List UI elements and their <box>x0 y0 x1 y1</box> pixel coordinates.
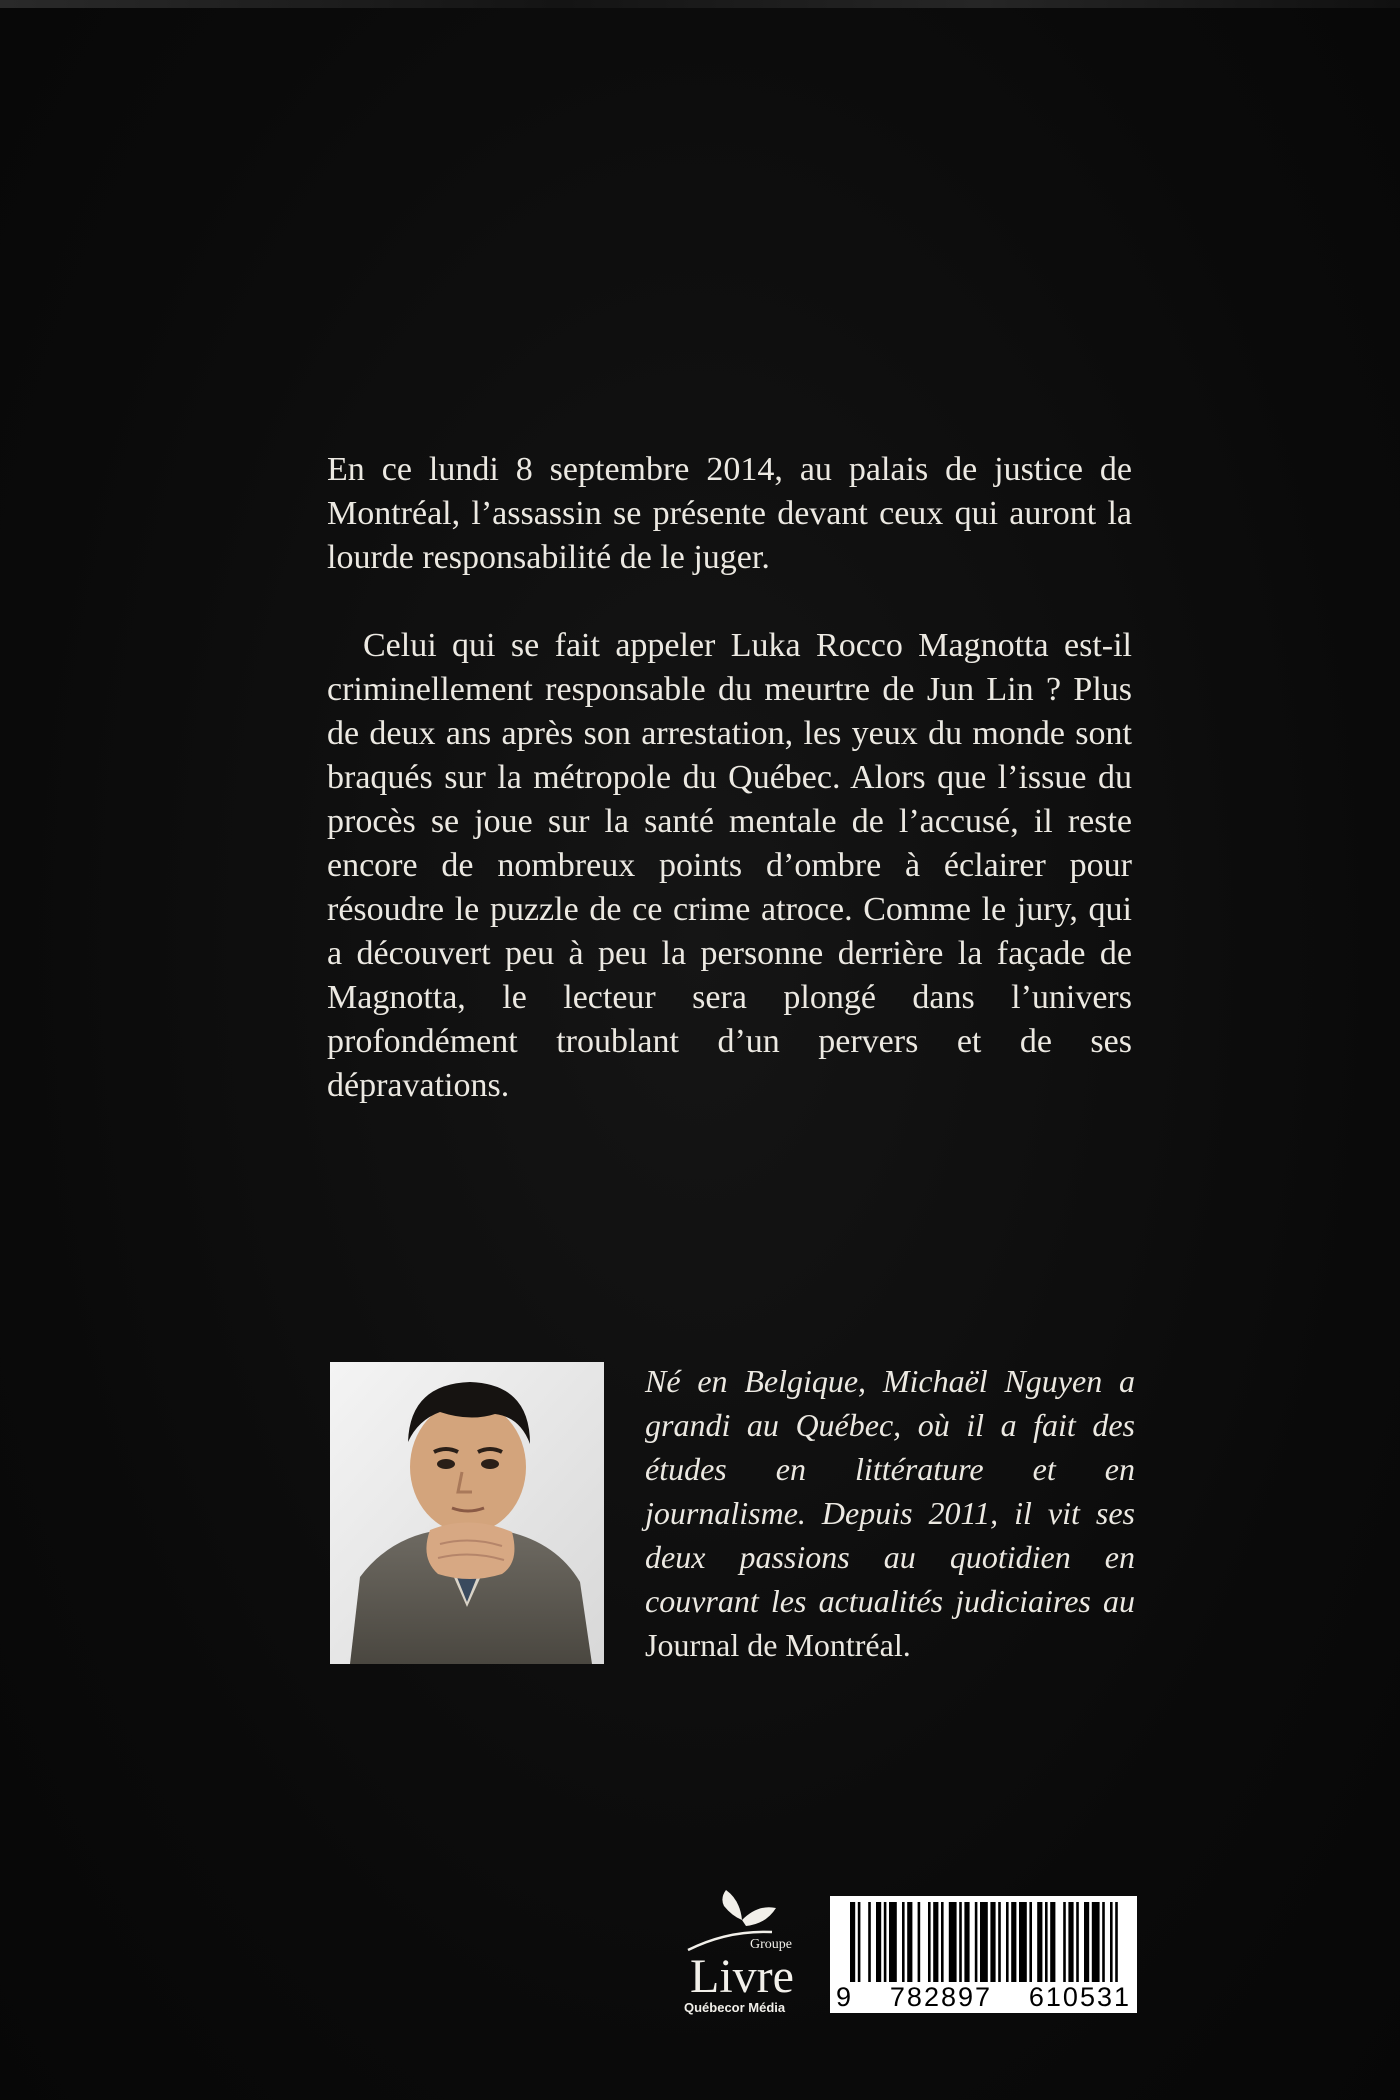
barcode-right-digits: 610531 <box>1028 1982 1131 2012</box>
cover-edge <box>0 0 1400 8</box>
publisher-line-livre: Livre <box>690 1950 794 2003</box>
publication-name: Journal de Montréal. <box>645 1627 911 1663</box>
synopsis <box>327 448 1132 1108</box>
publisher-logo <box>668 1880 818 2020</box>
author-bio <box>645 1359 1135 1667</box>
barcode-prefix: 9 <box>836 1982 854 2012</box>
publisher-line-quebecor: Québecor Média <box>684 2000 786 2015</box>
synopsis-paragraph: Celui qui se fait appeler Luka Rocco Magnotta est-il criminellement responsable du meurtre de Jun Lin ? Plus de deux ans après son arrestation, les yeux du monde sont braqués sur la métropole du Québec. Alors que l’issue du procès se joue sur la santé mentale de l’accusé, il reste encore de nombreux points d’ombre à éclairer pour résoudre le puzzle de ce crime atroce. Comme le jury, qui a découvert peu à peu la personne derrière la façade de Magnotta, le lecteur sera plongé dans l’univers profondément troublant d’un pervers et de ses dépravations. <box>327 627 1132 1104</box>
barcode-digits <box>830 1983 1137 2011</box>
author-bio-text: Né en Belgique, Michaël Nguyen a grandi au Québec, où il a fait des études en littérature et en journalisme. Depuis 2011, il vit ses deux passions au quotidien en couvrant les actualités judiciaires au <box>645 1363 1135 1619</box>
publisher-line-groupe: Groupe <box>750 1937 792 1952</box>
isbn-barcode <box>830 1896 1137 2013</box>
barcode-left-digits: 782897 <box>889 1982 993 2012</box>
synopsis-paragraph: En ce lundi 8 septembre 2014, au palais de justice de Montréal, l’assassin se présente devant ceux qui auront la lourde responsabilité de le juger. <box>327 451 1132 576</box>
author-photo <box>330 1362 604 1664</box>
